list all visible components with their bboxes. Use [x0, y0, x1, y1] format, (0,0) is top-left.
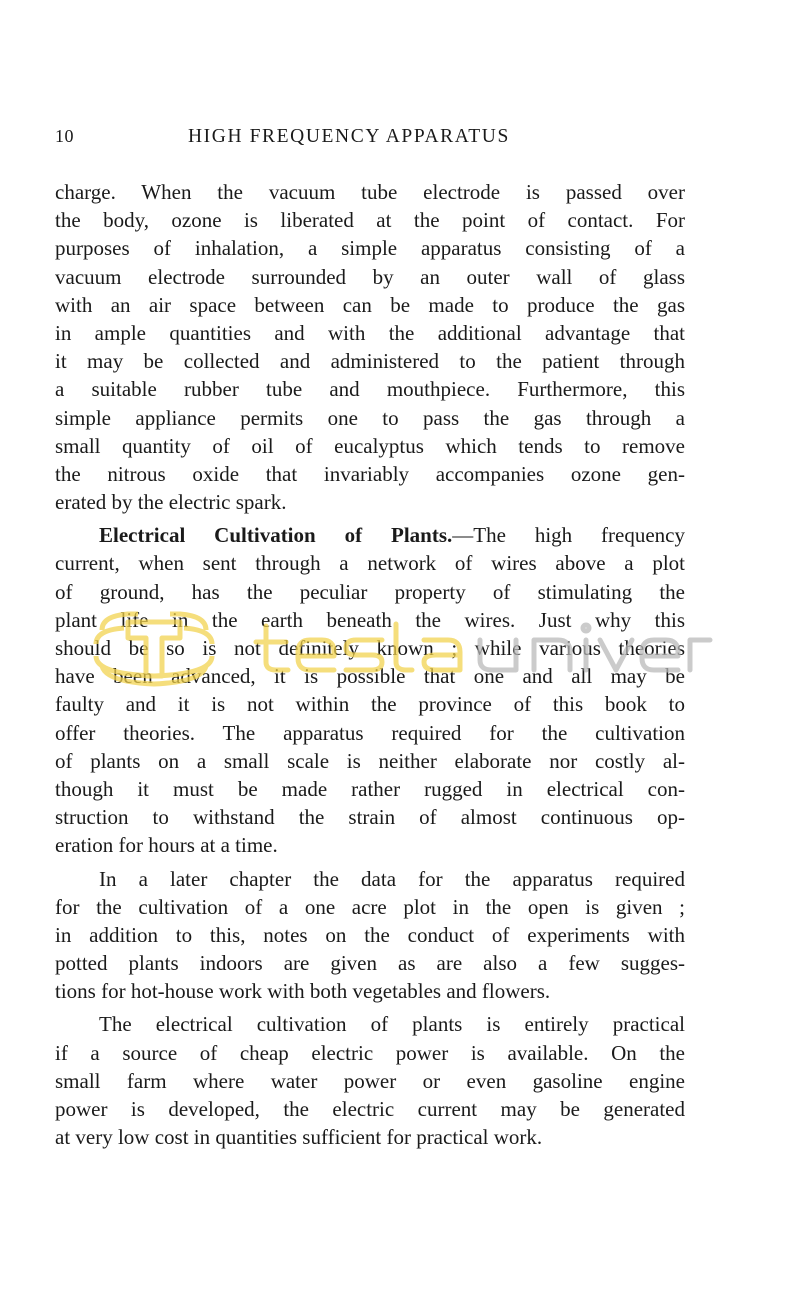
- text-line: with an air space between can be made to produce the gas: [55, 292, 685, 317]
- text-line: vacuum electrode surrounded by an outer wall of glass: [55, 264, 685, 289]
- paragraph-practical-cultivation: [55, 1010, 685, 1151]
- paragraph-ozone-inhalation: [55, 178, 685, 516]
- text-line: charge. When the vacuum tube electrode is passed over: [55, 180, 685, 204]
- text-line: a suitable rubber tube and mouthpiece. Furthermore, this: [55, 377, 685, 402]
- text-line: should be so is not definitely known ; while various theories: [55, 636, 685, 660]
- text-line: plant life in the earth beneath the wires. Just why this: [55, 607, 685, 632]
- text-line: In a later chapter the data for the apparatus required: [99, 866, 685, 891]
- text-line: for the cultivation of a one acre plot in the open is given ;: [55, 894, 685, 919]
- section-run-in-heading: Electrical Cultivation of Plants.: [99, 523, 453, 548]
- text-line: small farm where water power or even gasoline engine: [55, 1068, 685, 1093]
- text-run: —The high frequency: [452, 523, 685, 548]
- paragraph-later-chapter: [55, 865, 685, 1006]
- text-line: it may be collected and administered to the patient through: [55, 349, 685, 374]
- text-line: tions for hot-house work with both vegetables and flowers.: [55, 979, 551, 1004]
- text-line: small quantity of oil of eucalyptus which tends to remove: [55, 433, 685, 458]
- paragraph-electrical-cultivation: [55, 521, 685, 859]
- text-line: faulty and it is not within the province of this book to: [55, 692, 685, 717]
- text-line: power is developed, the electric current may be generated: [55, 1097, 685, 1121]
- text-line: the body, ozone is liberated at the point of contact. For: [55, 208, 685, 233]
- body-text: [55, 178, 685, 1151]
- text-line: eration for hours at a time.: [55, 833, 278, 858]
- text-line: have been advanced, it is possible that one and all may be: [55, 664, 685, 689]
- text-line: the nitrous oxide that invariably accompanies ozone gen-: [55, 461, 685, 486]
- text-line: struction to withstand the strain of almost continuous op-: [55, 805, 685, 830]
- running-title: HIGH FREQUENCY APPARATUS: [188, 126, 510, 147]
- running-head: [55, 126, 685, 152]
- text-line: simple appliance permits one to pass the gas through a: [55, 405, 685, 430]
- text-line: if a source of cheap electric power is available. On the: [55, 1040, 685, 1065]
- text-line: at very low cost in quantities sufficient for practical work.: [55, 1125, 543, 1150]
- text-line: current, when sent through a network of wires above a plot: [55, 551, 685, 576]
- text-line: potted plants indoors are given as are also a few sugges-: [55, 951, 685, 976]
- text-line-with-heading: [55, 521, 685, 549]
- text-line: though it must be made rather rugged in electrical con-: [55, 776, 685, 801]
- text-line: in ample quantities and with the additional advantage that: [55, 320, 685, 345]
- text-line: erated by the electric spark.: [55, 490, 287, 515]
- text-line: purposes of inhalation, a simple apparatus consisting of a: [55, 236, 685, 261]
- text-line: The electrical cultivation of plants is entirely practical: [99, 1012, 685, 1037]
- text-line: offer theories. The apparatus required for the cultivation: [55, 720, 685, 745]
- text-line: of plants on a small scale is neither elaborate nor costly al-: [55, 748, 685, 773]
- text-line: of ground, has the peculiar property of stimulating the: [55, 579, 685, 604]
- text-line: in addition to this, notes on the conduct of experiments with: [55, 922, 685, 947]
- page-number: 10: [55, 126, 74, 146]
